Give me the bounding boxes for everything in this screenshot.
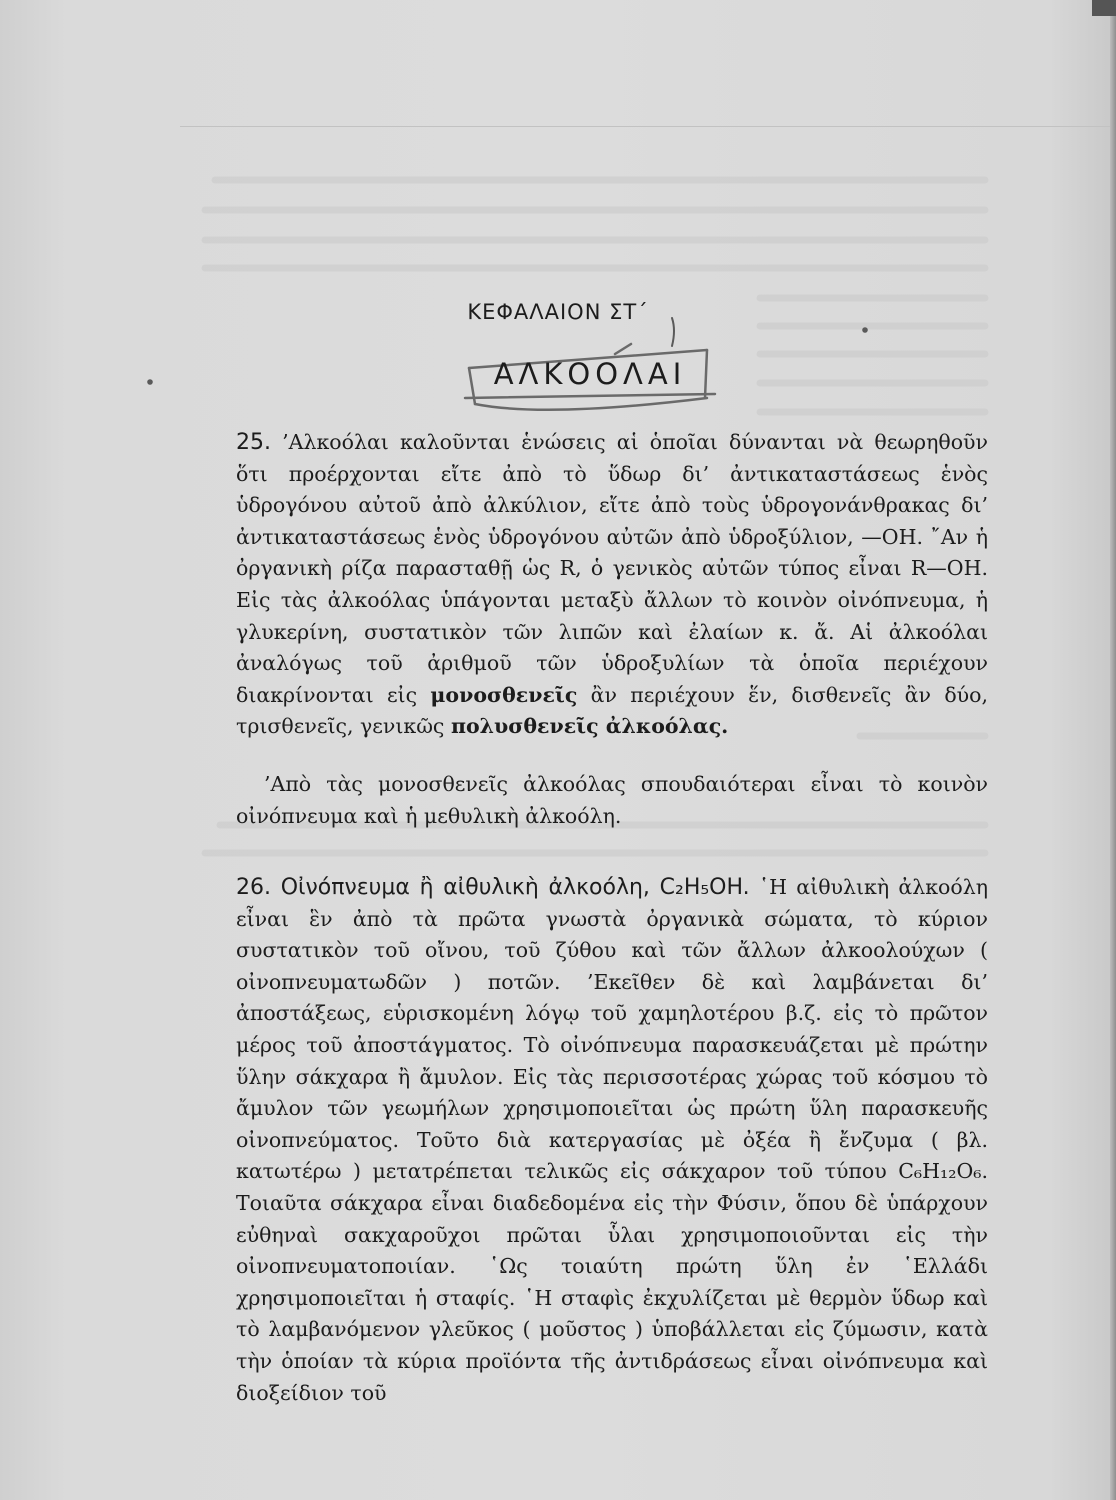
- section-25-text-a: ’Αλκοόλαι καλοῦνται ἑνώσεις αἱ ὁποῖαι δύνανται νὰ θεωρηθοῦν ὅτι προέρχονται εἴτε ἀπὸ τὸ ὕδωρ δι’ ἀντικαταστάσεως ἑνὸς ὑδρογόνου αὐτοῦ ἀπὸ ἀλκύλιον, εἴτε ἀπὸ τοὺς ὑδρογονάνθρακας δι’ ἀντικαταστάσεως ἑνὸς ὑδρογόνου αὐτῶν ἀπὸ ὑδροξύλιον, —ΟΗ. ῎Αν ἡ ὀργανικὴ ρίζα παρασταθῇ ὡς R, ὁ γενικὸς αὐτῶν τύπος εἶναι R—OH. Εἰς τὰς ἀλκοόλας ὑπάγονται μεταξὺ ἄλλων τὸ κοινὸν οἰνόπνευμα, ἡ γλυκερίνη, συστατικὸν τῶν λιπῶν καὶ ἐλαίων κ. ἄ. Αἱ ἀλκοόλαι ἀναλόγως τοῦ ἀριθμοῦ τῶν ὑδροξυλίων τὰ ὁποῖα περιέχουν διακρίνονται εἰς: [236, 430, 988, 707]
- section-25-paragraph: [236, 427, 988, 743]
- section-26-text: ῾Η αἰθυλικὴ ἀλκοόλη εἶναι ἓν ἀπὸ τὰ πρῶτα γνωστὰ ὀργανικὰ σώματα, τὸ κύριον συστατικὸν τοῦ οἴνου, τοῦ ζύθου καὶ τῶν ἄλλων ἀλκοολούχων ( οἰνοπνευματωδῶν ) ποτῶν. ’Εκεῖθεν δὲ καὶ λαμβάνεται δι’ ἀποστάξεως, εὑρισκομένη λόγῳ τοῦ χαμηλοτέρου β.ζ. εἰς τὸ πρῶτον μέρος τοῦ ἀποστάγματος. Τὸ οἰνόπνευμα παρασκευάζεται μὲ πρώτην ὕλην σάκχαρα ἢ ἄμυλον. Εἰς τὰς περισσοτέρας χώρας τοῦ κόσμου τὸ ἄμυλον τῶν γεωμήλων χρησιμοποιεῖται ὡς πρώτη ὕλη παρασκευῆς οἰνοπνεύματος. Τοῦτο διὰ κατεργασίας μὲ ὀξέα ἢ ἔνζυμα ( βλ. κατωτέρω ) μετατρέπεται τελικῶς εἰς σάκχαρον τοῦ τύπου C₆H₁₂O₆. Τοιαῦτα σάκχαρα εἶναι διαδεδομένα εἰς τὴν Φύσιν, ὅπου δὲ ὑπάρχουν εὐθηναὶ σακχαροῦχοι πρῶται ὗλαι χρησιμοποιοῦνται εἰς τὴν οἰνοπνευματοποιίαν. ῾Ως τοιαύτη πρώτη ὕλη ἐν ῾Ελλάδι χρησιμοποιεῖται ἡ σταφίς. ῾Η σταφὶς ἐκχυλίζεται μὲ θερμὸν ὕδωρ καὶ τὸ λαμβανόμενον γλεῦκος ( μοῦστος ) ὑποβάλλεται εἰς ζύμωσιν, κατὰ τὴν ὁποίαν τὰ κύρια προϊόντα τῆς ἀντιδράσεως εἶναι οἰνόπνευμα καὶ διοξείδιον τοῦ: [236, 875, 988, 1405]
- section-26-paragraph: [236, 872, 988, 1409]
- chapter-title: ΑΛΚΟΟΛΑΙ: [493, 357, 687, 391]
- term-monovalent: μονοσθενεῖς: [430, 682, 578, 707]
- section-25-para2: ’Απὸ τὰς μονοσθενεῖς ἀλκοόλας σπουδαιότεραι εἶναι τὸ κοινὸν οἰνόπνευμα καὶ ἡ μεθυλικὴ ἀλκοόλη.: [236, 772, 988, 828]
- term-polyvalent: πολυσθενεῖς ἀλκοόλας.: [450, 714, 729, 739]
- section-number: 25.: [236, 430, 271, 455]
- section-25-second-paragraph: [236, 769, 988, 832]
- section-26-heading: 26. Οἰνόπνευμα ἢ αἰθυλικὴ ἀλκοόλη, C₂H₅OH.: [236, 875, 750, 900]
- section-25-text-b: ἂν περιέχουν ἕν, δισθενεῖς ἂν δύο, τρισθενεῖς, γενικῶς: [236, 682, 988, 739]
- chapter-heading: ΚΕΦΑΛΑΙΟΝ ΣΤ΄: [467, 300, 649, 324]
